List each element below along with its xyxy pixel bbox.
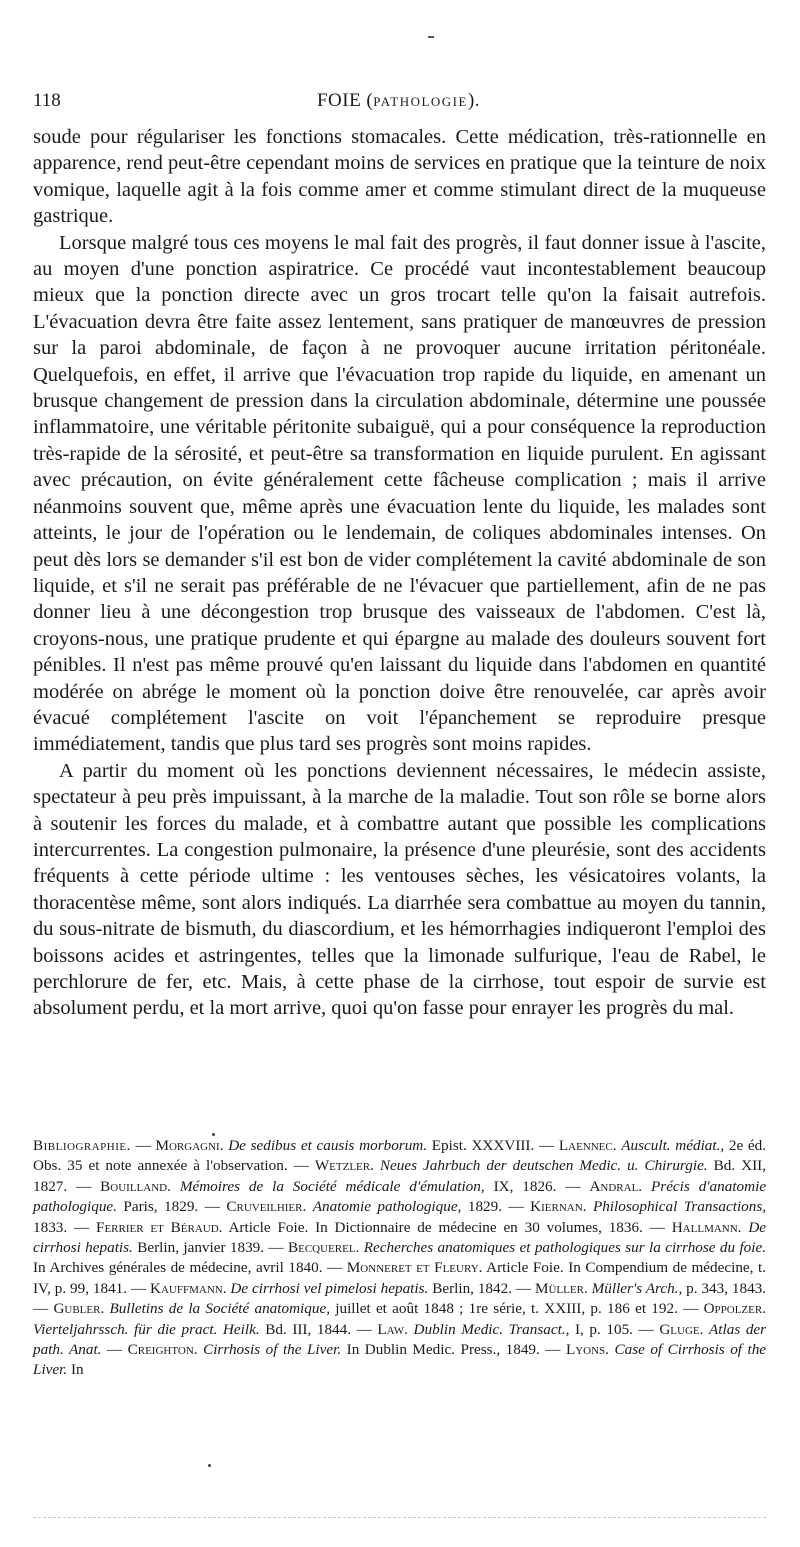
paragraph-1: soude pour régulariser les fonctions stomacales. Cette médication, très-rationnelle en apparence, rend peut-être cependant moins de services en pratique que la teinture de noix vomique, laquelle agit à la fois comme amer et comme stimulant direct de la muqueuse gastrique. — [33, 126, 766, 228]
bibliography-entry — [155, 1137, 534, 1154]
bibliography-author: Müller. — [534, 1279, 588, 1297]
bibliography-items: — Morgagni. De sedibus et causis morborum. Epist. XXXVIII. — Laennec. Auscult. médiat., 2e éd. Obs. 35 et note annexée à l'observation. — Wetzler. Neues Jahrbuch der deutschen Medic. u. Chirurgie. Bd. XII, 1827. — Bouilland. Mémoires de la Société médicale d'émulation, IX, 1826. — Andral. Précis d'anatomie pathologique. Paris, 1829. — Cruveilhier. Anatomie pathologique, 1829. — Kiernan. Philosophical Transactions, 1833. — Ferrier et Béraud. Article Foie. In Dictionnaire de médecine en 30 volumes, 1836. — Hallmann. De cirrhosi hepatis. Berlin, janvier 1839. — Becquerel. Recherches anatomiques et pathologiques sur la cirrhose du foie. In Archives générales de médecine, avril 1840. — Monneret et Fleury. Article Foie. In Compendium de médecine, t. IV, p. 99, 1841. — Kauffmann. De cirrhosi vel pimelosi hepatis. Berlin, 1842. — Müller. Müller's Arch., p. 343, 1843. — Gubler. Bulletins de la Société anatomique, juillet et août 1848 ; 1re série, t. XXIII, p. 186 et 192. — Oppolzer. Vierteljahrssch. für die pract. Heilk. Bd. III, 1844. — Law. Dublin Medic. Transact., I, p. 105. — Gluge. Atlas der path. Anat. — Creighton. Cirrhosis of the Liver. In Dublin Medic. Press., 1849. — Lyons. Case of Cirrhosis of the Liver. In — [33, 1137, 767, 1379]
bibliography-details: IX, 1826. — [493, 1177, 557, 1195]
bibliography-title: Bulletins de la Société anatomique, — [109, 1300, 331, 1318]
bibliography-title: Dublin Medic. Transact., — [413, 1320, 570, 1338]
bottom-bleedthrough — [33, 1517, 766, 1518]
body-text — [33, 124, 766, 1022]
bibliography-title: Atlas der path. Anat. — [33, 1320, 767, 1359]
bibliography-entry — [128, 1341, 540, 1358]
bibliography-entry — [53, 1300, 677, 1317]
bibliography-details: In Dublin Medic. Press., 1849. — [346, 1341, 540, 1359]
bibliography-author: Law. — [377, 1320, 408, 1338]
bibliography-author: Bouilland. — [100, 1177, 171, 1195]
page-header — [33, 90, 764, 114]
scan-speck — [212, 1133, 215, 1136]
bibliography-title: Cirrhosis of the Liver. — [203, 1341, 342, 1359]
running-head-main: FOIE ( — [316, 90, 374, 111]
bibliography-details: Berlin, janvier 1839. — [137, 1239, 265, 1257]
bibliography-author: Andral. — [589, 1177, 643, 1195]
bibliography-author: Cruveilhier. — [226, 1198, 307, 1216]
bibliography-details: 2e éd. Obs. 35 et note annexée à l'observation. — [33, 1137, 767, 1175]
bibliography-details: 1833. — [33, 1218, 68, 1236]
bibliography-entry — [535, 1280, 766, 1297]
bibliography-author: Kiernan. — [530, 1198, 587, 1216]
bibliography-title: De cirrhosi vel pimelosi hepatis. — [230, 1279, 429, 1297]
bibliography-author: Monneret et Fleury. — [346, 1259, 483, 1277]
bibliography-title: Recherches anatomiques et pathologiques sur la cirrhose du foie. — [363, 1239, 767, 1257]
bibliography-author: Gubler. — [53, 1300, 105, 1318]
bibliography-author: Lyons. — [565, 1341, 609, 1359]
bibliography-title: Vierteljahrssch. für die pract. Heilk. — [33, 1320, 260, 1338]
bibliography-entry — [377, 1321, 633, 1338]
bibliography-details: 1829. — [467, 1198, 503, 1216]
bibliography-author: Creighton. — [127, 1341, 198, 1359]
bibliography-title: Précis d'anatomie pathologique. — [33, 1177, 767, 1216]
bibliography-author: Becquerel. — [287, 1239, 360, 1257]
bibliography-title: Neues Jahrbuch der deutschen Medic. u. Chirurgie. — [379, 1157, 708, 1175]
running-head — [33, 90, 764, 112]
bibliography-details: In Archives générales de médecine, avril 1840. — [33, 1259, 323, 1277]
bibliography-author: Ferrier et Béraud. — [96, 1218, 223, 1236]
bibliography — [33, 1136, 766, 1381]
bibliography-details: Article Foie. In Dictionnaire de médecine en 30 volumes, 1836. — [228, 1218, 643, 1236]
paragraph-3: A partir du moment où les ponctions deviennent nécessaires, le médecin assiste, spectateur à peu près impuissant, à la marche de la maladie. Tout son rôle se borne alors à soutenir les forces du malade, et à combattre autant que possible les complications intercurrentes. La congestion pulmonaire, la présence d'une pleurésie, sont des accidents fréquents à cette période ultime : les ventouses sèches, les vésicatoires volants, la thoracentèse même, sont alors indiqués. La diarrhée sera combattue au moyen du tannin, du sous-nitrate de bismuth, du diascordium, et les hémorrhagies indiqueront l'emploi des boissons acides et astringentes, telles que la limonade sulfurique, l'eau de Rabel, le perchlorure de fer, etc. Mais, à cette phase de la cirrhose, tout espoir de survie est absolument perdu, et la mort arrive, quoi qu'on fasse pour enrayer les progrès du mal. — [33, 759, 766, 1020]
scan-speck — [208, 1464, 211, 1467]
bibliography-details: I, p. 105. — [574, 1320, 633, 1338]
bibliography-details: Article Foie. In Compendium de médecine, t. IV, p. 99, 1841. — [33, 1259, 767, 1297]
bibliography-title: De cirrhosi hepatis. — [33, 1218, 767, 1257]
bibliography-title: Philosophical Transactions, — [592, 1198, 767, 1216]
scan-mark — [428, 36, 434, 38]
bibliography-details: Berlin, 1842. — [432, 1279, 513, 1297]
bibliography-title: Anatomie pathologique, — [312, 1198, 462, 1216]
paragraph-2: Lorsque malgré tous ces moyens le mal fait des progrès, il faut donner issue à l'ascite, au moyen d'une ponction aspiratrice. Ce procédé vaut incontestablement beaucoup mieux que la ponction directe avec un gros trocart telle qu'on la faisait autrefois. L'évacuation devra être faite assez lentement, sans pratiquer de manœuvres de pression sur la paroi abdominale, de façon à ne provoquer aucune irritation péritonéale. Quelquefois, en effet, il arrive que l'évacuation trop rapide du liquide, en amenant un brusque changement de pression dans la circulation abdominale, détermine une poussée inflammatoire, une véritable péritonite subaiguë, qui a pour conséquence la reproduction très-rapide de la sérosité, et peut-être sa transformation en liquide purulent. En agissant avec précaution, on évite généralement cette fâcheuse complication ; mais il arrive néanmoins souvent que, même après une évacuation lente du liquide, les malades sont atteints, le jour de l'opération ou le lendemain, de coliques abdominales intenses. On peut dès lors se demander s'il est bon de vider complétement la cavité abdominale de son liquide, et s'il ne serait pas préférable de ne l'évacuer que partiellement, afin de ne pas donner lieu à une décongestion trop brusque des vaisseaux de l'abdomen. C'est là, croyons-nous, une pratique prudente et qui épargne au malade des douleurs souvent fort pénibles. Il n'est pas même prouvé qu'en laissant du liquide dans l'abdomen en quantité modérée on abrége le moment où la ponction doive être renouvelée, car après avoir évacué complétement l'ascite on voit l'épanchement se reproduire presque immédiatement, tandis que plus tard ses progrès sont moins rapides. — [33, 231, 766, 756]
bibliography-title: Müller's Arch., — [591, 1279, 683, 1297]
bibliography-details: juillet et août 1848 ; 1re série, t. XXIII, p. 186 et 192. — [335, 1300, 678, 1318]
bibliography-author: Morgagni. — [155, 1137, 224, 1154]
bibliography-entry — [96, 1219, 643, 1236]
bibliography-author: Oppolzer. — [703, 1300, 767, 1318]
bibliography-details: Bd. XII, 1827. — [33, 1157, 767, 1195]
bibliography-details: Bd. III, 1844. — [265, 1320, 352, 1338]
bibliography-author: Kauffmann. — [150, 1279, 227, 1297]
bibliography-entry — [226, 1198, 502, 1215]
bibliography-author: Hallmann. — [671, 1218, 742, 1236]
bibliography-entry — [100, 1178, 556, 1195]
bibliography-details: In — [70, 1361, 84, 1379]
bibliography-author: Laennec. — [558, 1137, 617, 1154]
bibliography-title: Auscult. médiat., — [621, 1137, 725, 1154]
bibliography-author: Gluge. — [659, 1320, 704, 1338]
running-head-end: ). — [467, 90, 481, 111]
bibliography-details: p. 343, 1843. — [686, 1279, 767, 1297]
bibliography-label: Bibliographie. — [33, 1137, 131, 1154]
bibliography-title: Case of Cirrhosis of the Liver. — [33, 1341, 767, 1379]
bibliography-entry — [150, 1280, 512, 1297]
bibliography-details: Paris, 1829. — [123, 1198, 199, 1216]
bibliography-author: Wetzler. — [314, 1157, 374, 1175]
bibliography-title: Mémoires de la Société médicale d'émulation, — [179, 1177, 485, 1195]
bibliography-title: De sedibus et causis morborum. — [228, 1137, 428, 1154]
running-head-smallcaps: PATHOLOGIE — [373, 94, 468, 109]
bibliography-details: Epist. XXXVIII. — [431, 1137, 535, 1154]
page-number: 118 — [33, 90, 61, 111]
